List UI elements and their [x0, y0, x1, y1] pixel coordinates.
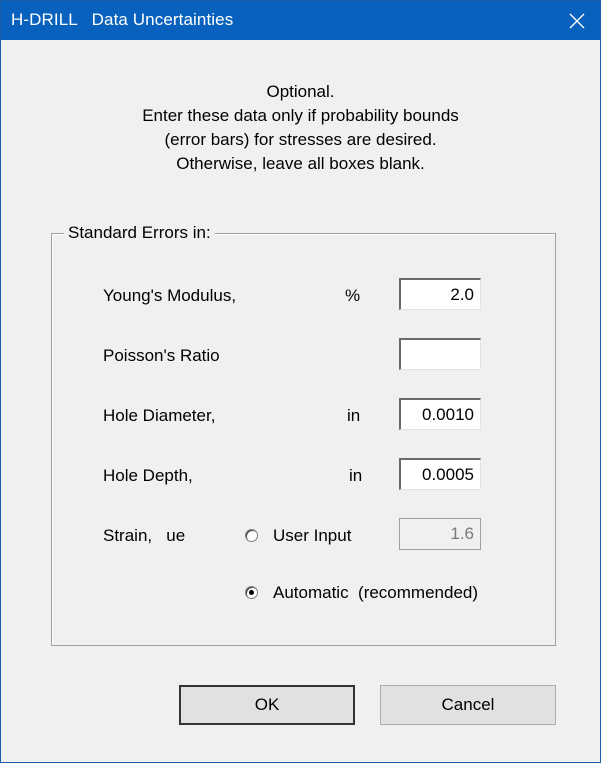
automatic-label[interactable]: Automatic (recommended)	[273, 583, 479, 602]
intro-line-3: (error bars) for stresses are desired.	[164, 130, 437, 149]
user-input-label[interactable]: User Input	[273, 526, 352, 545]
youngs-modulus-field[interactable]: 2.0	[399, 278, 481, 310]
automatic-radio[interactable]	[245, 586, 258, 599]
close-button[interactable]	[554, 1, 600, 40]
hole-diameter-field[interactable]: 0.0010	[399, 398, 481, 430]
user-input-radio[interactable]	[245, 529, 258, 542]
hole-depth-label: Hole Depth,	[103, 466, 193, 485]
window-title: H-DRILL Data Uncertainties	[11, 10, 234, 29]
group-label: Standard Errors in:	[64, 223, 215, 243]
youngs-modulus-label: Young's Modulus,	[103, 286, 237, 305]
intro-line-4: Otherwise, leave all boxes blank.	[176, 154, 425, 173]
hole-diameter-label: Hole Diameter,	[103, 406, 216, 425]
hole-diameter-unit: in	[347, 406, 361, 425]
poissons-ratio-field[interactable]	[399, 338, 481, 370]
hole-depth-field[interactable]: 0.0005	[399, 458, 481, 490]
intro-line-1: Optional.	[266, 82, 335, 101]
intro-line-2: Enter these data only if probability bounds	[142, 106, 459, 125]
poissons-ratio-label: Poisson's Ratio	[103, 346, 220, 365]
cancel-button[interactable]: Cancel	[380, 685, 556, 725]
user-input-field[interactable]: 1.6	[399, 518, 481, 550]
youngs-modulus-unit: %	[345, 286, 361, 305]
ok-button[interactable]: OK	[179, 685, 355, 725]
hole-depth-unit: in	[349, 466, 363, 485]
close-icon	[569, 13, 585, 29]
title-bar[interactable]	[1, 1, 600, 40]
strain-label: Strain, ue	[103, 526, 186, 545]
radio-selected-dot	[249, 590, 254, 595]
